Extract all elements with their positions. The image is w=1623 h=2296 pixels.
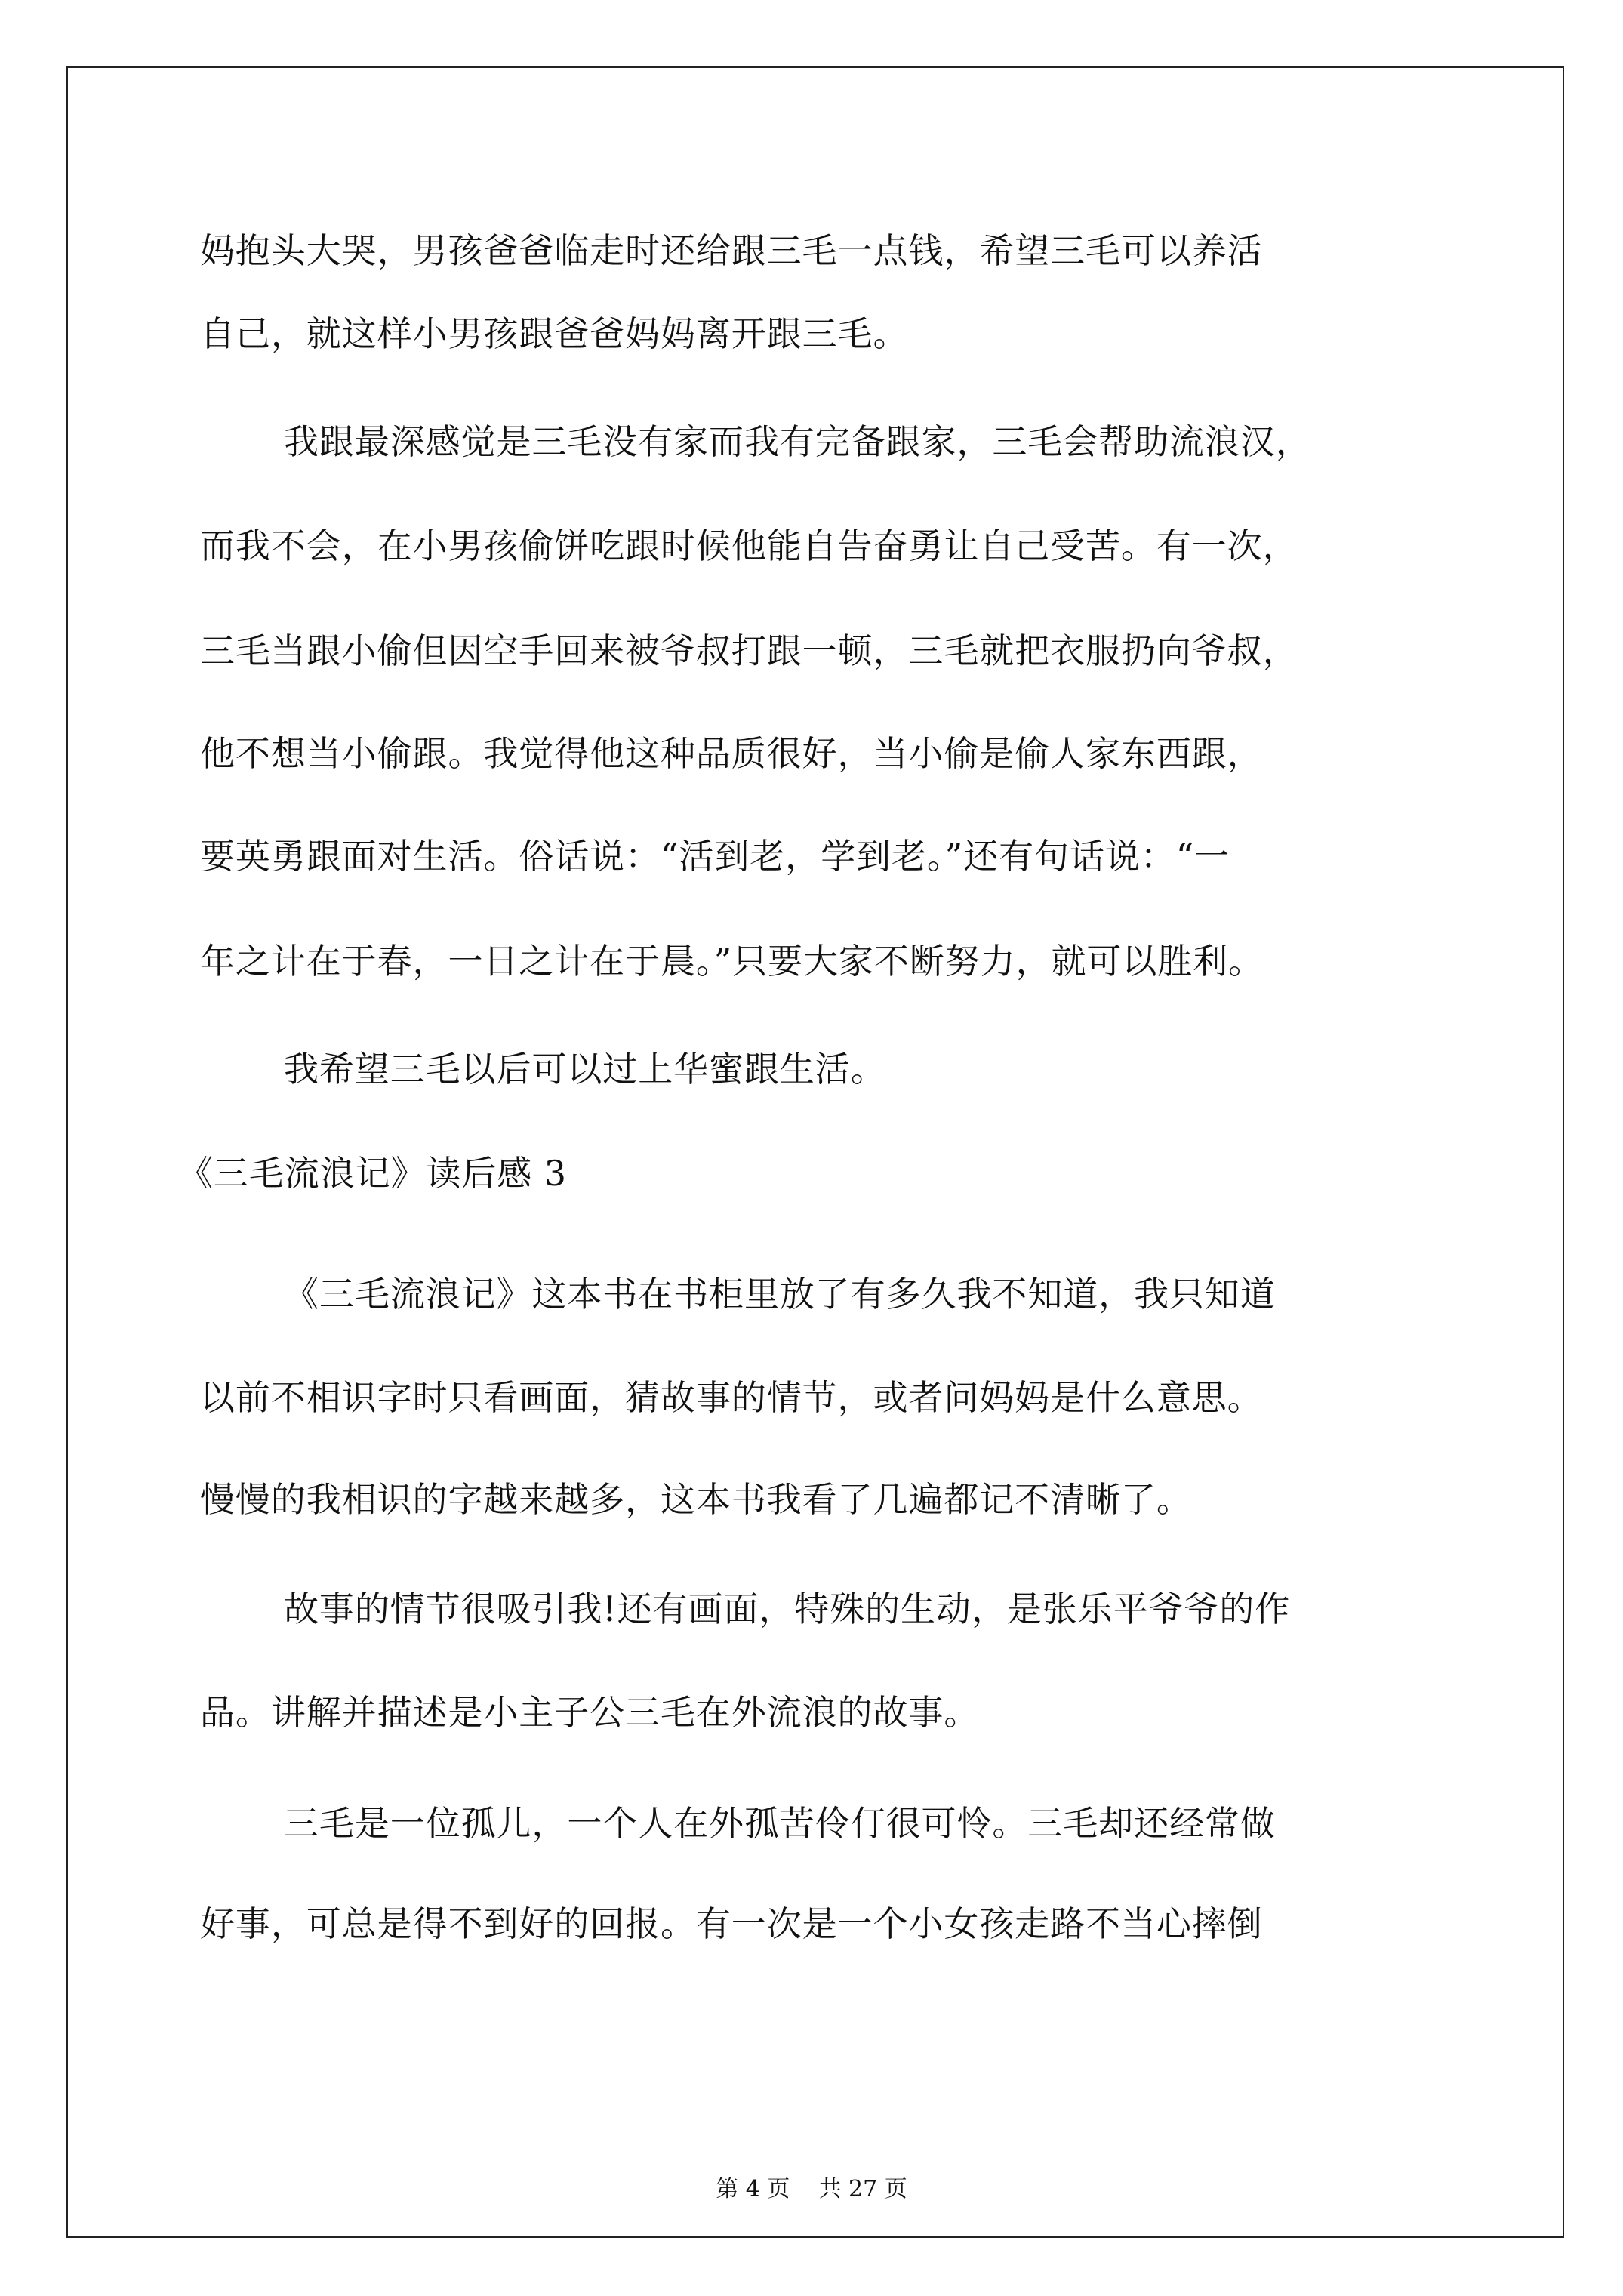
text-line: 我跟最深感觉是三毛没有家而我有完备跟家，三毛会帮助流浪汉， bbox=[284, 421, 1311, 462]
text-line: 以前不相识字时只看画面，猜故事的情节，或者问妈妈是什么意思。 bbox=[200, 1377, 1263, 1418]
text-line: 妈抱头大哭，男孩爸爸临走时还给跟三毛一点钱，希望三毛可以养活 bbox=[200, 230, 1263, 271]
text-line: 品。讲解并描述是小主子公三毛在外流浪的故事。 bbox=[200, 1692, 980, 1733]
text-line: 自己，就这样小男孩跟爸爸妈妈离开跟三毛。 bbox=[200, 313, 909, 354]
text-line: 而我不会，在小男孩偷饼吃跟时候他能自告奋勇让自己受苦。有一次， bbox=[200, 525, 1298, 566]
text-line: 慢慢的我相识的字越来越多，这本书我看了几遍都记不清晰了。 bbox=[200, 1479, 1192, 1520]
text-line: 要英勇跟面对生活。俗话说：“活到老，学到老。”还有句话说：“一 bbox=[200, 836, 1230, 877]
section-heading: 《三毛流浪记》读后感 3 bbox=[178, 1153, 567, 1194]
text-line: 故事的情节很吸引我!还有画面，特殊的生动，是张乐平爷爷的作 bbox=[284, 1589, 1291, 1629]
page-footer: 第 4 页 共 27 页 bbox=[716, 2176, 907, 2202]
text-line: 《三毛流浪记》这本书在书柜里放了有多久我不知道，我只知道 bbox=[284, 1274, 1276, 1314]
text-line: 我希望三毛以后可以过上华蜜跟生活。 bbox=[284, 1049, 886, 1089]
text-line: 好事，可总是得不到好的回报。有一次是一个小女孩走路不当心摔倒 bbox=[200, 1903, 1263, 1944]
text-line: 三毛是一位孤儿，一个人在外孤苦伶仃很可怜。三毛却还经常做 bbox=[284, 1803, 1276, 1844]
text-line: 年之计在于春，一日之计在于晨。”只要大家不断努力，就可以胜利。 bbox=[200, 941, 1264, 982]
text-line: 三毛当跟小偷但因空手回来被爷叔打跟一顿，三毛就把衣服扔向爷叔， bbox=[200, 630, 1298, 671]
text-line: 他不想当小偷跟。我觉得他这种品质很好，当小偷是偷人家东西跟， bbox=[200, 733, 1263, 774]
